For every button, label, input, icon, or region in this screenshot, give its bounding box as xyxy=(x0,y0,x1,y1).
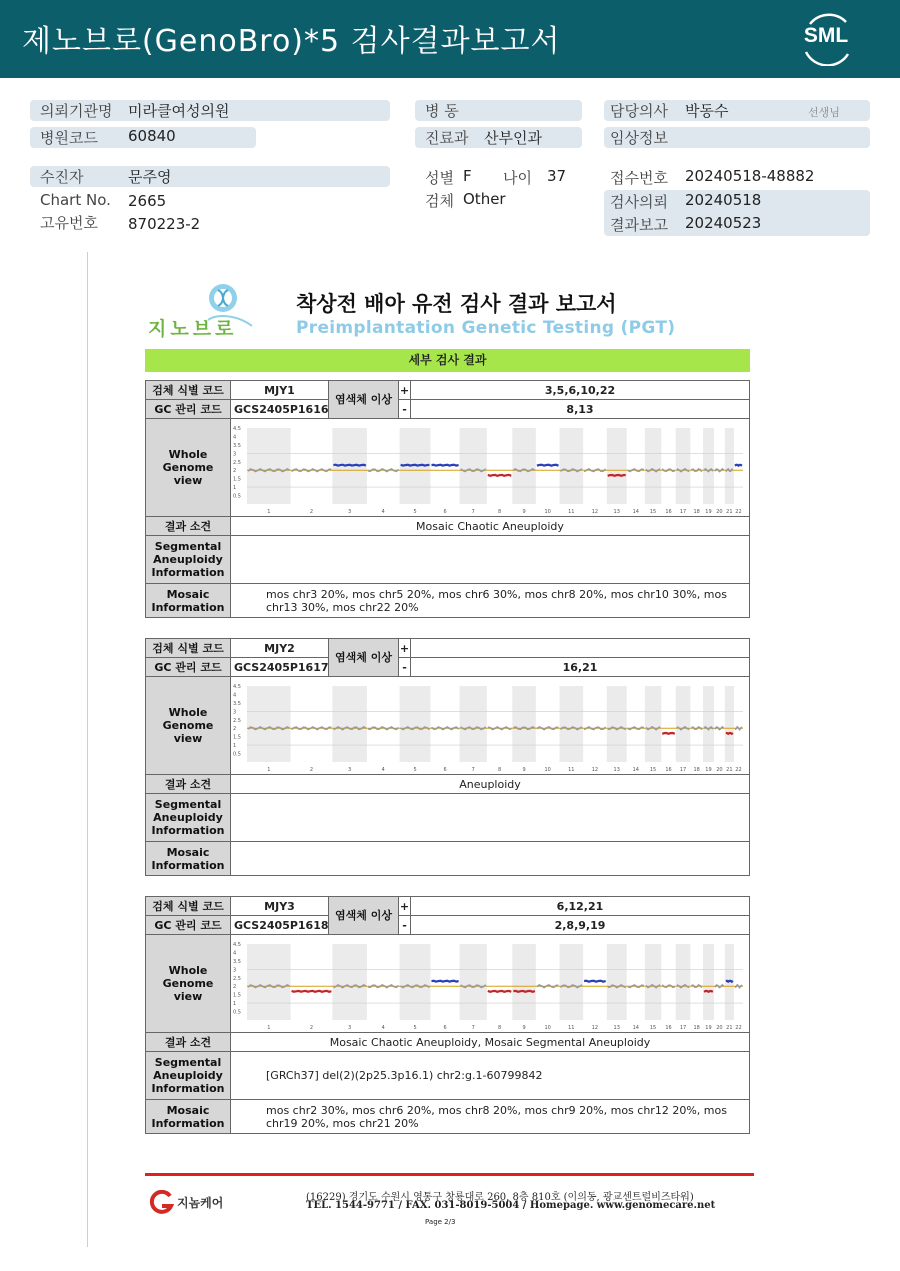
x-tick-label: 12 xyxy=(591,508,599,515)
chromosome-8-trace xyxy=(488,726,512,729)
x-tick-label: 3 xyxy=(348,508,352,515)
finding-label: 결과 소견 xyxy=(146,517,231,536)
footer-divider xyxy=(145,1173,754,1176)
sample-table-1 xyxy=(145,380,750,618)
x-tick-label: 9 xyxy=(522,508,526,515)
chromosome-band xyxy=(460,686,487,762)
gain-chromosomes xyxy=(411,639,750,658)
gc-code-label: GC 관리 코드 xyxy=(146,916,231,935)
y-tick-label: 3.5 xyxy=(233,700,241,707)
x-tick-label: 15 xyxy=(649,766,657,773)
mosaic-label: Mosaic Information xyxy=(146,584,231,618)
x-tick-label: 15 xyxy=(649,508,657,515)
report-title: 착상전 배아 유전 검사 결과 보고서 xyxy=(296,292,617,316)
chromosome-21-trace xyxy=(726,733,733,734)
chromosome-8-trace xyxy=(488,990,512,991)
x-tick-label: 5 xyxy=(413,766,417,773)
patient-name-label: 수진자 xyxy=(40,168,84,186)
x-tick-label: 1 xyxy=(267,766,271,773)
whole-genome-label: Whole Genome view xyxy=(146,935,231,1033)
y-tick-label: 1.5 xyxy=(233,992,241,999)
chromosome-4-trace xyxy=(368,984,399,987)
chromosome-band xyxy=(512,944,536,1020)
patient-name-value: 문주영 xyxy=(128,168,172,186)
x-tick-label: 20 xyxy=(716,508,723,515)
chromosome-8-trace xyxy=(488,474,512,475)
x-tick-label: 11 xyxy=(568,508,575,515)
x-tick-label: 17 xyxy=(679,1024,687,1031)
sample-code-value: MJY3 xyxy=(231,897,329,916)
x-tick-label: 1 xyxy=(267,1024,271,1031)
x-tick-label: 9 xyxy=(522,766,526,773)
chromosome-band xyxy=(559,428,583,504)
left-divider xyxy=(87,252,88,1247)
chromosome-band xyxy=(645,944,661,1020)
request-date-label: 검사의뢰 xyxy=(610,193,668,211)
sample-table-2 xyxy=(145,638,750,876)
loss-chromosomes: 8,13 xyxy=(411,400,750,419)
x-tick-label: 14 xyxy=(632,766,639,773)
footer-contact: TEL. 1544-9771 / FAX. 031-8019-5004 / Homepage. www.genomecare.net xyxy=(306,1200,716,1211)
x-tick-label: 2 xyxy=(309,508,314,515)
y-tick-label: 3.5 xyxy=(233,958,241,965)
x-tick-label: 10 xyxy=(544,1024,551,1031)
x-tick-label: 17 xyxy=(679,766,687,773)
x-tick-label: 10 xyxy=(544,766,551,773)
x-tick-label: 11 xyxy=(568,766,575,773)
specimen-value: Other xyxy=(463,190,506,208)
chromosome-22-trace xyxy=(735,464,742,465)
chromosome-band xyxy=(247,686,291,762)
x-tick-label: 18 xyxy=(693,508,700,515)
gc-code-value: GCS2405P1616 xyxy=(231,400,329,419)
footer-address: (16229) 경기도 수원시 영통구 창룡대로 260, 8층 810호 (이의동, 광교센트럴비즈타워) xyxy=(306,1192,694,1203)
chromosome-band xyxy=(332,686,367,762)
x-tick-label: 22 xyxy=(735,1024,742,1031)
finding-label: 결과 소견 xyxy=(146,1033,231,1052)
x-tick-label: 6 xyxy=(443,1024,447,1031)
unique-id-value: 870223-2 xyxy=(128,215,201,233)
chromosome-9-trace xyxy=(513,990,535,991)
chromosome-5-trace xyxy=(401,464,430,465)
x-tick-label: 13 xyxy=(613,1024,620,1031)
report-date-label: 결과보고 xyxy=(610,216,668,234)
x-tick-label: 9 xyxy=(522,1024,526,1031)
x-tick-label: 2 xyxy=(309,1024,314,1031)
sample-code-value: MJY1 xyxy=(231,381,329,400)
sample-code-label: 검체 식별 코드 xyxy=(146,381,231,400)
receipt-label: 접수번호 xyxy=(610,169,668,187)
gain-chromosomes: 3,5,6,10,22 xyxy=(411,381,750,400)
hospital-code-value: 60840 xyxy=(128,127,176,145)
chromosome-band xyxy=(645,686,661,762)
x-tick-label: 20 xyxy=(716,766,723,773)
gc-code-label: GC 관리 코드 xyxy=(146,400,231,419)
y-tick-label: 4 xyxy=(233,433,237,440)
y-tick-label: 1.5 xyxy=(233,476,241,483)
x-tick-label: 21 xyxy=(726,766,733,773)
y-tick-label: 3 xyxy=(233,708,237,715)
chromosome-band xyxy=(512,686,536,762)
chromosome-4-trace xyxy=(368,468,399,471)
x-tick-label: 8 xyxy=(497,508,502,515)
x-tick-label: 12 xyxy=(591,1024,599,1031)
x-tick-label: 19 xyxy=(705,1024,712,1031)
sml-logo: SML xyxy=(796,10,856,66)
hospital-code-label: 병원코드 xyxy=(40,129,98,147)
segmental-label: Segmental Aneuploidy Information xyxy=(146,536,231,584)
doctor-value: 박동수 xyxy=(685,102,729,120)
doctor-label: 담당의사 xyxy=(610,102,668,120)
mosaic-value: mos chr2 30%, mos chr6 20%, mos chr8 20%, mos chr9 20%, mos chr12 20%, mos chr19 20%, mos chr21 20% xyxy=(231,1100,750,1134)
chromosome-12-trace xyxy=(584,980,606,981)
chromosome-band xyxy=(703,944,714,1020)
whole-genome-chart xyxy=(231,419,750,517)
loss-sign: - xyxy=(399,658,411,677)
gain-sign: + xyxy=(399,381,411,400)
chart-no-label: Chart No. xyxy=(40,191,111,209)
whole-genome-label: Whole Genome view xyxy=(146,419,231,517)
patient-name-row xyxy=(30,166,390,187)
chromosome-22-trace xyxy=(735,984,742,987)
genome-plot xyxy=(231,936,749,1032)
genome-plot xyxy=(231,420,749,516)
finding-value: Mosaic Chaotic Aneuploidy, Mosaic Segmental Aneuploidy xyxy=(231,1033,750,1052)
mosaic-value xyxy=(231,842,750,876)
x-tick-label: 14 xyxy=(632,1024,639,1031)
x-tick-label: 17 xyxy=(679,508,687,515)
receipt-value: 20240518-48882 xyxy=(685,167,815,185)
gc-code-value: GCS2405P1618 xyxy=(231,916,329,935)
chromosome-6-trace xyxy=(432,464,459,465)
y-tick-label: 2.5 xyxy=(233,459,241,466)
y-tick-label: 2 xyxy=(233,983,237,990)
x-tick-label: 21 xyxy=(726,1024,733,1031)
chromosome-band xyxy=(676,686,691,762)
whole-genome-chart xyxy=(231,677,750,775)
y-tick-label: 4.5 xyxy=(233,683,241,690)
x-tick-label: 3 xyxy=(348,766,352,773)
sex-value: F xyxy=(463,167,472,185)
gain-sign: + xyxy=(399,897,411,916)
chromosome-band xyxy=(247,944,291,1020)
y-tick-label: 2 xyxy=(233,725,237,732)
page-number: Page 2/3 xyxy=(425,1218,456,1226)
chromosome-band xyxy=(676,428,691,504)
chromosome-21-trace xyxy=(726,980,733,981)
chromosome-6-trace xyxy=(432,980,459,981)
chromosome-band xyxy=(400,944,431,1020)
genomecare-logo: 지놈케어 xyxy=(148,1190,238,1214)
chromosome-16-trace xyxy=(662,733,675,734)
sample-table-3 xyxy=(145,896,750,1134)
department-label: 진료과 xyxy=(425,129,469,147)
y-tick-label: 3 xyxy=(233,450,237,457)
x-tick-label: 10 xyxy=(544,508,551,515)
y-tick-label: 1 xyxy=(233,1000,237,1007)
request-date-value: 20240518 xyxy=(685,191,762,209)
y-tick-label: 1 xyxy=(233,742,237,749)
x-tick-label: 6 xyxy=(443,508,447,515)
report-subtitle: Preimplantation Genetic Testing (PGT) xyxy=(296,318,676,338)
chromosome-22-trace xyxy=(735,726,742,729)
x-tick-label: 7 xyxy=(471,508,475,515)
x-tick-label: 8 xyxy=(497,766,502,773)
x-tick-label: 16 xyxy=(665,766,672,773)
chromosome-band xyxy=(460,428,487,504)
segmental-value xyxy=(231,536,750,584)
finding-value: Aneuploidy xyxy=(231,775,750,794)
loss-chromosomes: 2,8,9,19 xyxy=(411,916,750,935)
segmental-label: Segmental Aneuploidy Information xyxy=(146,1052,231,1100)
chromosome-2-trace xyxy=(292,468,332,471)
x-tick-label: 21 xyxy=(726,508,733,515)
sample-code-label: 검체 식별 코드 xyxy=(146,639,231,658)
chromosome-band xyxy=(607,428,627,504)
chromosome-2-trace xyxy=(292,726,332,729)
y-tick-label: 1.5 xyxy=(233,734,241,741)
abnormal-label: 염색체 이상 xyxy=(329,381,399,419)
x-tick-label: 20 xyxy=(716,1024,723,1031)
y-tick-label: 2 xyxy=(233,467,237,474)
finding-label: 결과 소견 xyxy=(146,775,231,794)
sample-code-label: 검체 식별 코드 xyxy=(146,897,231,916)
y-tick-label: 0.5 xyxy=(233,751,241,758)
x-tick-label: 13 xyxy=(613,766,620,773)
chromosome-3-trace xyxy=(333,464,366,465)
chromosome-band xyxy=(400,686,431,762)
x-tick-label: 3 xyxy=(348,1024,352,1031)
y-tick-label: 2.5 xyxy=(233,717,241,724)
y-tick-label: 4.5 xyxy=(233,941,241,948)
x-tick-label: 1 xyxy=(267,508,271,515)
x-tick-label: 5 xyxy=(413,1024,417,1031)
chart-no-value: 2665 xyxy=(128,192,167,210)
loss-sign: - xyxy=(399,400,411,419)
chromosome-10-trace xyxy=(537,464,559,465)
institution-value: 미라클여성의원 xyxy=(128,102,230,120)
section-header: 세부 검사 결과 xyxy=(145,349,750,372)
chromosome-band xyxy=(703,428,714,504)
mosaic-label: Mosaic Information xyxy=(146,842,231,876)
gain-sign: + xyxy=(399,639,411,658)
specimen-label: 검체 xyxy=(425,192,454,210)
chromosome-band xyxy=(559,686,583,762)
clinical-label: 임상정보 xyxy=(610,129,668,147)
report-date-value: 20240523 xyxy=(685,214,762,232)
x-tick-label: 13 xyxy=(613,508,620,515)
chromosome-band xyxy=(512,428,536,504)
gc-code-value: GCS2405P1617 xyxy=(231,658,329,677)
gain-chromosomes: 6,12,21 xyxy=(411,897,750,916)
y-tick-label: 4.5 xyxy=(233,425,241,432)
genobro-logo: 지노브로 xyxy=(146,280,256,340)
x-tick-label: 11 xyxy=(568,1024,575,1031)
loss-chromosomes: 16,21 xyxy=(411,658,750,677)
x-tick-label: 4 xyxy=(381,766,385,773)
x-tick-label: 19 xyxy=(705,508,712,515)
chromosome-19-trace xyxy=(704,991,713,992)
y-tick-label: 4 xyxy=(233,691,237,698)
segmental-value: [GRCh37] del(2)(2p25.3p16.1) chr2:g.1-60799842 xyxy=(231,1052,750,1100)
segmental-value xyxy=(231,794,750,842)
department-value: 산부인과 xyxy=(484,129,542,147)
x-tick-label: 4 xyxy=(381,1024,385,1031)
whole-genome-label: Whole Genome view xyxy=(146,677,231,775)
chromosome-band xyxy=(247,428,291,504)
mosaic-value: mos chr3 20%, mos chr5 20%, mos chr6 30%, mos chr8 20%, mos chr10 30%, mos chr13 30%, mos chr22 20% xyxy=(231,584,750,618)
mosaic-label: Mosaic Information xyxy=(146,1100,231,1134)
y-tick-label: 0.5 xyxy=(233,493,241,500)
abnormal-label: 염색체 이상 xyxy=(329,897,399,935)
whole-genome-chart xyxy=(231,935,750,1033)
x-tick-label: 7 xyxy=(471,1024,475,1031)
x-tick-label: 22 xyxy=(735,508,742,515)
genome-plot xyxy=(231,678,749,774)
segmental-label: Segmental Aneuploidy Information xyxy=(146,794,231,842)
x-tick-label: 6 xyxy=(443,766,447,773)
sex-label: 성별 xyxy=(425,169,454,187)
chromosome-band xyxy=(725,686,734,762)
y-tick-label: 0.5 xyxy=(233,1009,241,1016)
page-title: 제노브로(GenoBro)*5 검사결과보고서 xyxy=(22,24,561,59)
unique-id-label: 고유번호 xyxy=(40,214,98,232)
age-label: 나이 xyxy=(503,169,532,187)
chromosome-band xyxy=(703,686,714,762)
x-tick-label: 7 xyxy=(471,766,475,773)
y-tick-label: 4 xyxy=(233,949,237,956)
doctor-suffix: 선생님 xyxy=(808,106,840,119)
x-tick-label: 12 xyxy=(591,766,599,773)
chromosome-band xyxy=(676,944,691,1020)
y-tick-label: 3.5 xyxy=(233,442,241,449)
y-tick-label: 1 xyxy=(233,484,237,491)
y-tick-label: 2.5 xyxy=(233,975,241,982)
y-tick-label: 3 xyxy=(233,966,237,973)
x-tick-label: 14 xyxy=(632,508,639,515)
x-tick-label: 22 xyxy=(735,766,742,773)
header-bar xyxy=(0,0,900,78)
x-tick-label: 16 xyxy=(665,508,672,515)
ward-label: 병 동 xyxy=(425,102,459,120)
loss-sign: - xyxy=(399,916,411,935)
x-tick-label: 18 xyxy=(693,766,700,773)
x-tick-label: 16 xyxy=(665,1024,672,1031)
x-tick-label: 18 xyxy=(693,1024,700,1031)
chromosome-band xyxy=(645,428,661,504)
chromosome-band xyxy=(559,944,583,1020)
institution-label: 의뢰기관명 xyxy=(40,102,113,120)
x-tick-label: 2 xyxy=(309,766,314,773)
x-tick-label: 8 xyxy=(497,1024,502,1031)
finding-value: Mosaic Chaotic Aneuploidy xyxy=(231,517,750,536)
sample-code-value: MJY2 xyxy=(231,639,329,658)
chromosome-band xyxy=(725,428,734,504)
x-tick-label: 4 xyxy=(381,508,385,515)
chromosome-2-trace xyxy=(292,990,332,991)
chromosome-13-trace xyxy=(608,475,626,476)
gc-code-label: GC 관리 코드 xyxy=(146,658,231,677)
x-tick-label: 5 xyxy=(413,508,417,515)
chromosome-band xyxy=(607,944,627,1020)
x-tick-label: 19 xyxy=(705,766,712,773)
chromosome-band xyxy=(607,686,627,762)
x-tick-label: 15 xyxy=(649,1024,657,1031)
chromosome-band xyxy=(332,944,367,1020)
age-value: 37 xyxy=(547,167,567,185)
chromosome-band xyxy=(460,944,487,1020)
abnormal-label: 염색체 이상 xyxy=(329,639,399,677)
chromosome-4-trace xyxy=(368,726,399,729)
